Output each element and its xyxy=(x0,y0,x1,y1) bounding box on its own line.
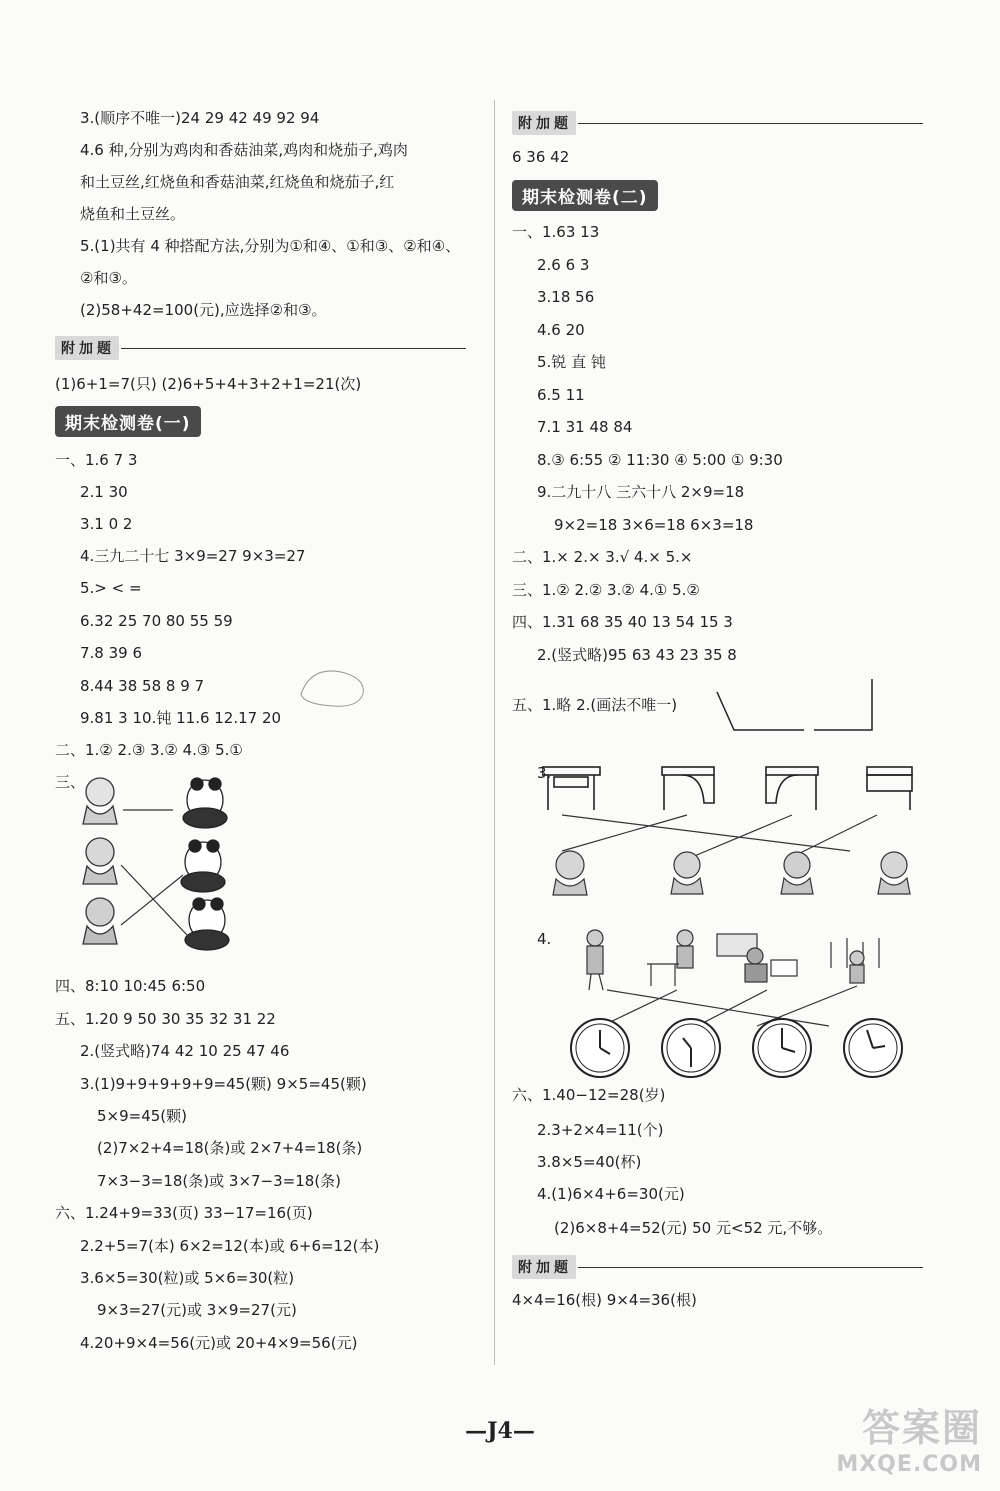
fujia-label: 附加题 xyxy=(512,111,576,135)
answer-line: 9.二九十八 三六十八 2×9=18 xyxy=(537,483,745,501)
child-figure xyxy=(878,852,910,894)
activity-figure xyxy=(647,930,693,986)
desk-figure xyxy=(542,767,600,810)
clock-icon xyxy=(662,1019,720,1077)
answer-line: 9.81 3 10.钝 11.6 12.17 20 xyxy=(80,709,282,727)
answer-line: 4.6 20 xyxy=(537,321,585,339)
child-figure xyxy=(781,852,813,894)
desk-figure xyxy=(662,767,714,810)
answer-line: 2.6 6 3 xyxy=(537,256,590,274)
desk-figure xyxy=(867,767,912,810)
fujia-label: 附加题 xyxy=(512,1255,576,1279)
angle-drawings xyxy=(712,674,887,734)
answer-line: 7×3−3=18(条)或 3×7−3=18(条) xyxy=(97,1172,342,1190)
panda-figure xyxy=(185,898,229,950)
child-figure xyxy=(671,852,703,894)
matching-figure-activities-clocks xyxy=(567,928,917,1083)
answer-line: 和土豆丝,红烧鱼和香菇油菜,红烧鱼和烧茄子,红 xyxy=(80,173,395,191)
answer-line: 6 36 42 xyxy=(512,148,570,166)
answer-line: (2)7×2+4=18(条)或 2×7+4=18(条) xyxy=(97,1139,363,1157)
activity-figure xyxy=(717,934,797,982)
answer-line: 7.1 31 48 84 xyxy=(537,418,633,436)
answer-line: 二、1.② 2.③ 3.② 4.③ 5.① xyxy=(55,741,243,759)
answer-line: 一、1.63 13 xyxy=(512,223,600,241)
watermark-url: MXQE.COM xyxy=(836,1452,982,1477)
answer-line: 2.(竖式略)74 42 10 25 47 46 xyxy=(80,1042,290,1060)
stamp-sketch xyxy=(295,664,370,709)
answer-line: 4.(1)6×4+6=30(元) xyxy=(537,1185,685,1203)
answer-line: ②和③。 xyxy=(80,269,137,287)
answer-line: 3.18 56 xyxy=(537,288,595,306)
answer-line: 9×2=18 3×6=18 6×3=18 xyxy=(554,516,754,534)
question-label: 3. xyxy=(537,764,552,782)
column-divider xyxy=(494,100,495,1365)
answer-line: (2)6×8+4=52(元) 50 元<52 元,不够。 xyxy=(554,1219,833,1237)
answer-line: 5.> < = xyxy=(80,579,142,597)
fujia-label: 附加题 xyxy=(55,336,119,360)
answer-line: 五、1.20 9 50 30 35 32 31 22 xyxy=(55,1010,276,1028)
answer-line: 4.6 种,分别为鸡肉和香菇油菜,鸡肉和烧茄子,鸡肉 xyxy=(80,141,408,159)
answer-line: 4.20+9×4=56(元)或 20+4×9=56(元) xyxy=(80,1334,358,1352)
activity-figure xyxy=(587,930,603,990)
answer-line: 9×3=27(元)或 3×9=27(元) xyxy=(97,1301,297,1319)
answer-line: (1)6+1=7(只) (2)6+5+4+3+2+1=21(次) xyxy=(55,375,362,393)
answer-line: 三、1.② 2.② 3.② 4.① 5.② xyxy=(512,581,700,599)
watermark xyxy=(836,1397,982,1477)
girl-figure xyxy=(83,778,117,824)
answer-line: 4.三九二十七 3×9=27 9×3=27 xyxy=(80,547,306,565)
section-title: 期末检测卷(二) xyxy=(512,180,658,211)
clock-icon xyxy=(844,1019,902,1077)
girl-figure xyxy=(83,838,117,884)
answer-line: 8.③ 6:55 ② 11:30 ④ 5:00 ① 9:30 xyxy=(537,451,783,469)
question-label: 三、 xyxy=(55,773,86,791)
answer-line: 烧鱼和土豆丝。 xyxy=(80,205,186,223)
matching-figure-girls-pandas xyxy=(75,770,275,960)
answer-line: 六、1.40−12=28(岁) xyxy=(512,1086,666,1104)
answer-line: 3.1 0 2 xyxy=(80,515,133,533)
answer-line: (2)58+42=100(元),应选择②和③。 xyxy=(80,301,327,319)
answer-line: 四、1.31 68 35 40 13 54 15 3 xyxy=(512,613,733,631)
section-title: 期末检测卷(一) xyxy=(55,406,201,437)
desk-figure xyxy=(766,767,818,810)
answer-line: 6.5 11 xyxy=(537,386,585,404)
answer-line: 2.3+2×4=11(个) xyxy=(537,1121,664,1139)
question-label: 4. xyxy=(537,930,552,948)
answer-line: 5×9=45(颗) xyxy=(97,1107,188,1125)
answer-line: 五、1.略 2.(画法不唯一) xyxy=(512,696,678,714)
answer-line: 6.32 25 70 80 55 59 xyxy=(80,612,233,630)
answer-line: 3.6×5=30(粒)或 5×6=30(粒) xyxy=(80,1269,295,1287)
answer-line: 六、1.24+9=33(页) 33−17=16(页) xyxy=(55,1204,313,1222)
answer-line: 5.(1)共有 4 种搭配方法,分别为①和④、①和③、②和④、 xyxy=(80,237,461,255)
fujia-header xyxy=(512,1255,923,1279)
activity-figure xyxy=(831,938,879,983)
matching-figure-desks-kids xyxy=(542,765,942,900)
answer-line: 5.锐 直 钝 xyxy=(537,353,606,371)
answer-line: 四、8:10 10:45 6:50 xyxy=(55,977,206,995)
fujia-header xyxy=(55,336,466,360)
answer-line: 一、1.6 7 3 xyxy=(55,451,138,469)
answer-line: 2.(竖式略)95 63 43 23 35 8 xyxy=(537,646,737,664)
boy-figure xyxy=(83,898,117,944)
answer-line: 7.8 39 6 xyxy=(80,644,143,662)
page-number: —J4— xyxy=(465,1418,535,1444)
answer-line: 2.2+5=7(本) 6×2=12(本)或 6+6=12(本) xyxy=(80,1237,380,1255)
answer-line: 3.8×5=40(杯) xyxy=(537,1153,642,1171)
answer-line: 8.44 38 58 8 9 7 xyxy=(80,677,205,695)
answer-line: 二、1.× 2.× 3.√ 4.× 5.× xyxy=(512,548,693,566)
answer-line: 3.(顺序不唯一)24 29 42 49 92 94 xyxy=(80,109,320,127)
clock-icon xyxy=(571,1019,629,1077)
watermark-logo-text: 答案圈 xyxy=(861,1406,982,1450)
panda-figure xyxy=(181,840,225,892)
answer-line: 2.1 30 xyxy=(80,483,128,501)
clock-icon xyxy=(753,1019,811,1077)
answer-line: 4×4=16(根) 9×4=36(根) xyxy=(512,1291,697,1309)
panda-figure xyxy=(183,778,227,828)
answer-line: 3.(1)9+9+9+9+9=45(颗) 9×5=45(颗) xyxy=(80,1075,367,1093)
child-figure xyxy=(553,851,587,895)
fujia-header xyxy=(512,111,923,135)
